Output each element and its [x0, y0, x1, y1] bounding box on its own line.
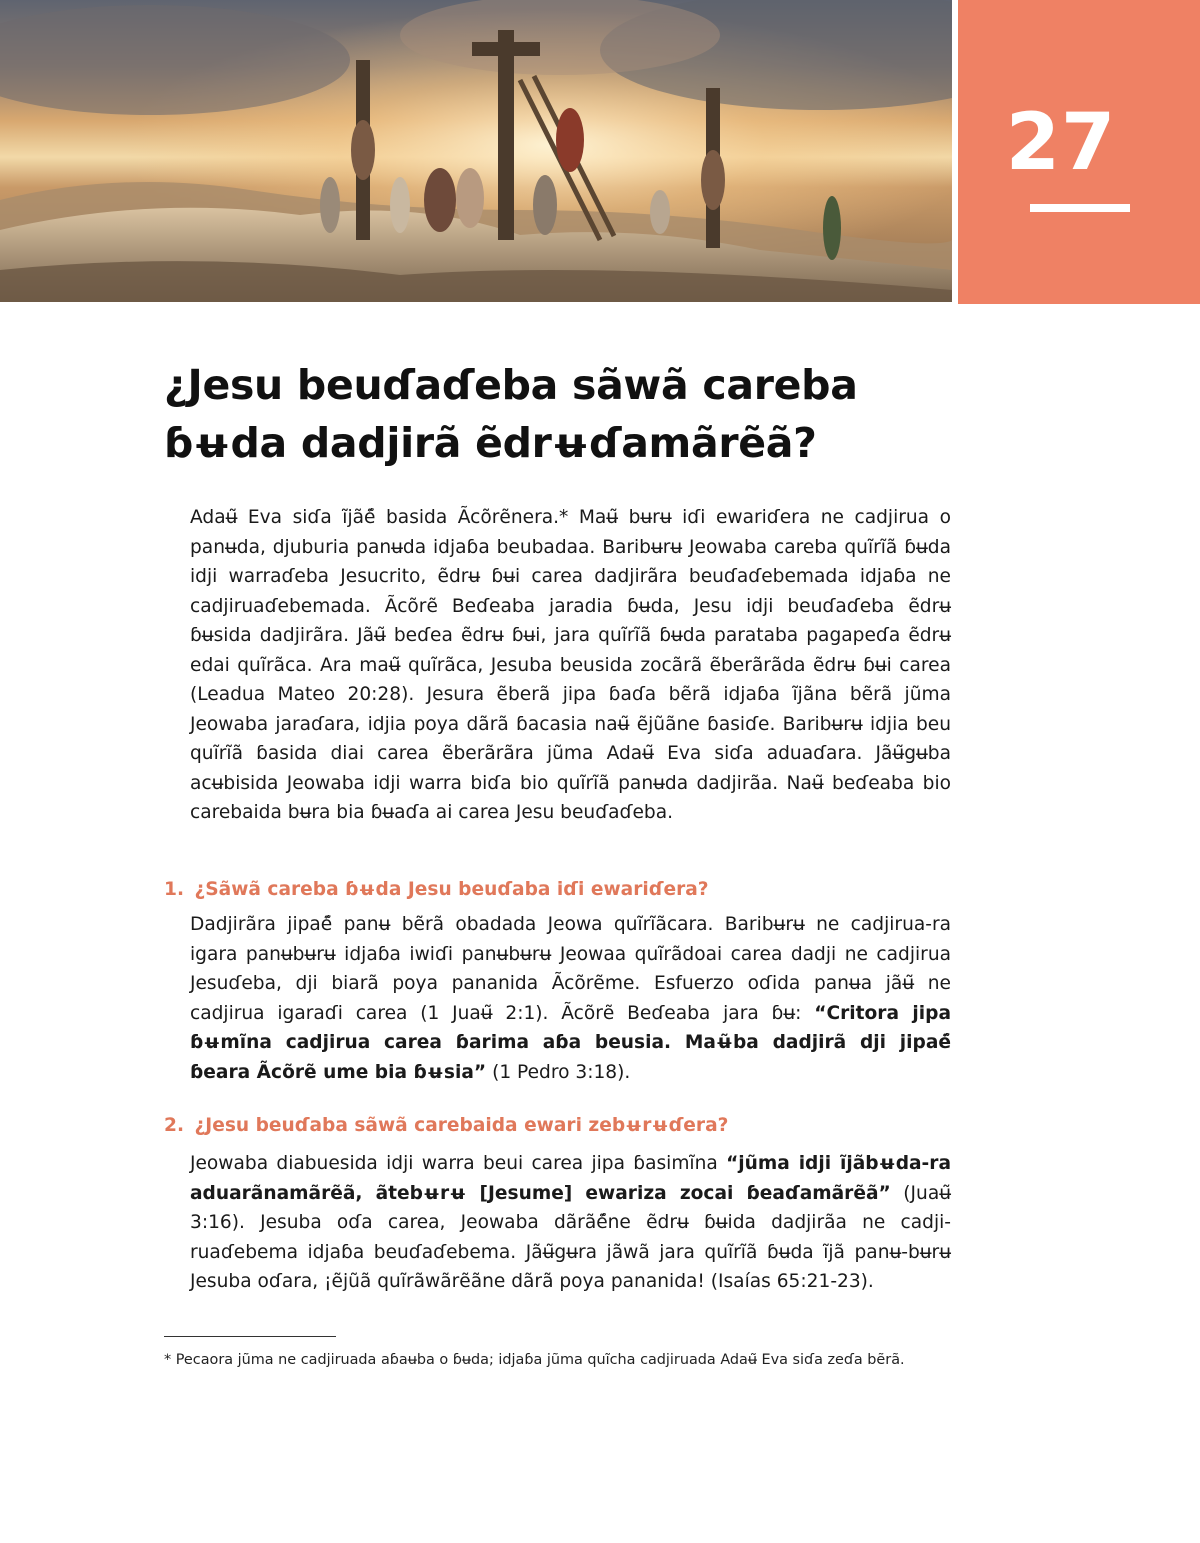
answer-paragraph-1: [190, 910, 951, 1087]
question-text: ¿Jesu beuɗaba sãwã carebaida ewari zebʉrʉɗera?: [194, 1115, 729, 1136]
question-heading-2: [164, 1113, 954, 1139]
chapter-underline: [1030, 204, 1130, 212]
scripture-quote: “Critora jipa ɓʉmĩna cadjirua carea ɓarima aɓa beusia. Maʉ̃ba dadjirã dji jipaé̃ ɓeara Ãcõrẽ ume bia ɓʉsia”: [190, 1002, 951, 1083]
question-number: 1.: [164, 879, 185, 900]
crucifixion-scene-illustration: [0, 0, 952, 302]
page-title: ¿Jesu beuɗaɗeba sãwã careba ɓʉda dadjirã ẽdrʉɗamãrẽã?: [164, 361, 858, 467]
hero-image: [0, 0, 952, 302]
question-text: ¿Sãwã careba ɓʉda Jesu beuɗaba iɗi ewariɗera?: [194, 879, 709, 900]
intro-paragraph: Adaʉ̃ Eva siɗa ĩjãé̃ basida Ãcõrẽnera.* Maʉ̃ bʉrʉ iɗi ewariɗera ne cadjirua o panʉda, djuburia panʉda idjaɓa beubadaa. Baribʉrʉ Jeowaba careba quĩrĩã ɓʉda idji warraɗeba Jesucrito, ẽdrʉ ɓʉi carea dadjirãra beuɗaɗebemada idjaɓa ne cadjiruaɗebemada. Ãcõrẽ Beɗeaba jaradia ɓʉda, Jesu idji beuɗaɗeba ẽdrʉ ɓʉsida dadjirãra. Jãʉ̃ beɗea ẽdrʉ ɓʉi, jara quĩrĩã ɓʉda parataba pagapeɗa ẽdrʉ edai quĩrãca. Ara maʉ̃ quĩrãca, Jesuba beusida zocãrã ẽberãrãda ẽdrʉ ɓʉi carea (Leadua Mateo 20:28). Jesura ẽberã jipa ɓaɗa bẽrã idjaɓa ĩjãna bẽrã jũma Jeowaba jaraɗara, idjia poya dãrã ɓacasia naʉ̃ ẽjũãne ɓasiɗe. Baribʉrʉ idjia beu quĩrĩã ɓasida diai carea ẽberãrãra jũma Adaʉ̃ Eva siɗa aduaɗara. Jãʉ̃gʉba acʉbisida Jeowaba idji warra biɗa bio quĩrĩã panʉda dadjirãa. Naʉ̃ beɗeaba bio carebaida bʉra bia ɓʉaɗa ai carea Jesu beuɗaɗeba.: [190, 507, 951, 823]
scripture-reference: (1 Pedro 3:18).: [492, 1061, 631, 1083]
footnote: * Pecaora jũma ne cadjiruada aɓaʉba o ɓʉda; idjaɓa jũma quĩcha cadjiruada Adaʉ̃ Eva siɗa zeɗa bẽrã.: [164, 1352, 905, 1368]
question-heading-1: [164, 877, 954, 903]
question-number: 2.: [164, 1115, 185, 1136]
answer-paragraph-2: [190, 1149, 951, 1297]
footnote-divider: [164, 1336, 336, 1337]
scripture-quote: “jũma idji ĩjãbʉda-ra aduarãnamãrẽã, ãtebʉrʉ [Jesume] ewariza zocai ɓeaɗamãrẽã”: [190, 1153, 951, 1204]
answer-text: Jeowaba diabuesida idji warra beui carea jipa ɓasimĩna: [190, 1153, 718, 1174]
chapter-number: 27: [1005, 98, 1117, 188]
chapter-number-box: [958, 0, 1200, 304]
answer-text-continued: (Juaʉ̃ 3:16). Jesuba oɗa carea, Jeowaba dãrãé̃ne ẽdrʉ ɓʉida dadjirãa ne cadji-ruaɗebema idjaɓa beuɗaɗebema. Jãʉ̃gʉra jãwã jara quĩrĩã ɓʉda ĩjã panʉ-bʉrʉ Jesuba oɗara, ¡ẽjũã quĩrãwãrẽãne dãrã poya pananida! (Isaías 65:21-23).: [190, 1182, 951, 1292]
answer-text: Dadjirãra jipaé̃ panʉ bẽrã obadada Jeowa quĩrĩãcara. Baribʉrʉ ne cadjirua-ra igara panʉbʉrʉ idjaɓa iwiɗi panʉbʉrʉ Jeowaa quĩrãdoai carea dadji ne cadjirua Jesuɗeba, dji biarã poya pananida Ãcõrẽme. Esfuerzo oɗida panʉa jãʉ̃ ne cadjirua igaraɗi carea (1 Juaʉ̃ 2:1). Ãcõrẽ Beɗeaba jara ɓʉ:: [190, 914, 951, 1024]
